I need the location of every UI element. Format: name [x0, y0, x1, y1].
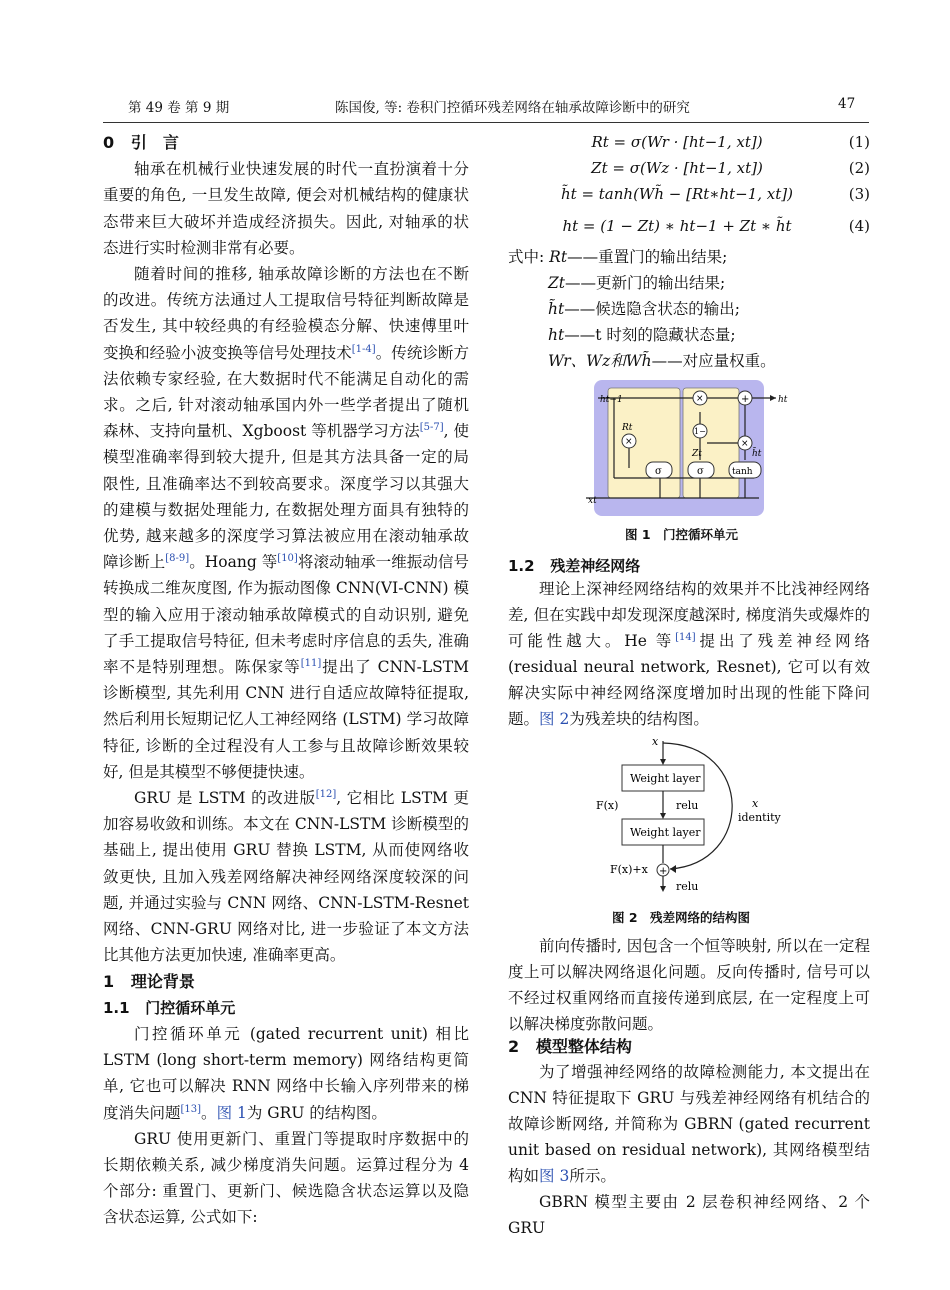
figure-2-caption: 图 2 残差网络的结构图 — [612, 910, 751, 925]
citation[interactable]: [10] — [277, 553, 298, 565]
symbol-definitions — [508, 244, 870, 374]
gru-paragraph-2: GRU 使用更新门、重置门等提取时序数据中的长期依赖关系, 减少梯度消失问题。运算过程分为 4 个部分: 重置门、更新门、候选隐含状态运算以及隐含状态运算, 公式如下: — [103, 1129, 469, 1227]
citation[interactable]: [14] — [675, 631, 696, 643]
times-symbol: × — [696, 394, 704, 404]
model-paragraph-1: 为了增强神经网络的故障检测能力, 本文提出在 CNN 特征提取下 GRU 与残差神经网络有机结合的故障诊断网络, 并简称为 GBRN (gated recurrent unit based on residual network), 其网络模型结构如图 3所示。 — [508, 1063, 870, 1185]
label-tanh: tanh — [732, 467, 753, 477]
figure-3-link[interactable]: 图 3 — [539, 1167, 570, 1185]
definition-line: 式中: Rt——重置门的输出结果; — [508, 248, 728, 266]
label-sigma-1: σ — [655, 466, 662, 477]
left-column — [103, 130, 469, 1231]
label-update: Zt — [692, 449, 702, 459]
header-rule — [103, 122, 869, 123]
label-fx-plus-x: F(x)+x — [610, 863, 648, 876]
definition-line: Wr、Wz和Wh̃——对应量权重。 — [548, 352, 776, 370]
definition-line: Zt——更新门的输出结果; — [548, 274, 726, 292]
section-1-heading: 1 理论背景 — [103, 971, 195, 991]
definition-line: h̃t——候选隐含状态的输出; — [548, 300, 740, 318]
label-h-out: ht — [778, 395, 788, 405]
equation-block — [508, 130, 870, 240]
section-1-1-heading: 1.1 门控循环单元 — [103, 998, 236, 1017]
section-2-heading: 2 模型整体结构 — [508, 1037, 632, 1056]
plus-symbol: + — [741, 394, 750, 405]
resnet-paragraph-1: 理论上深神经网络结构的效果并不比浅神经网络差, 但在实践中却发现深度越深时, 梯度消失或爆炸的可能性越大。He 等[14]提出了残差神经网络 (residual neural network, Resnet), 它可以有效解决实际中神经网络深度增加时出现的性能下降问题。图 2为残差块的结构图。 — [508, 580, 870, 728]
equation-4: ht = (1 − Zt) ∗ ht−1 + Zt ∗ h̃t (4) — [562, 217, 870, 235]
label-weight-layer-2: Weight layer — [630, 826, 701, 839]
label-x-top: x — [652, 735, 659, 748]
times-symbol: × — [625, 437, 633, 447]
label-reset: Rt — [622, 423, 633, 433]
citation[interactable]: [5-7] — [419, 422, 444, 434]
gru-cell-diagram — [584, 378, 790, 518]
times-symbol: × — [741, 439, 749, 449]
definition-line: ht——t 时刻的隐藏状态量; — [548, 326, 736, 344]
gru-paragraph-1: 门控循环单元 (gated recurrent unit) 相比 LSTM (long short-term memory) 网络结构更简单, 它也可以解决 RNN 网络中长输入序列带来的梯度消失问题[13]。图 1为 GRU 的结构图。 — [103, 1024, 469, 1122]
label-h-tilde: h̃t — [752, 449, 762, 459]
label-sigma-2: σ — [697, 466, 704, 477]
label-relu-1: relu — [676, 799, 699, 812]
label-fx: F(x) — [596, 799, 619, 812]
citation[interactable]: [12] — [315, 788, 337, 800]
header-journal: 第 49 卷 第 9 期 — [128, 100, 230, 116]
intro-paragraph-1: 轴承在机械行业快速发展的时代一直扮演着十分重要的角色, 一旦发生故障, 便会对机械结构的健康状态带来巨大破坏并造成经济损失。因此, 对轴承的状态进行实时检测非常有必要。 — [103, 160, 469, 257]
intro-paragraph-3: GRU 是 LSTM 的改进版[12], 它相比 LSTM 更加容易收敛和训练。本文在 CNN-LSTM 诊断模型的基础上, 提出使用 GRU 替换 LSTM, 从而使网络收敛更快, 且加入残差网络解决神经网络深度较深的问题, 并通过实验与 CNN 网络、CNN-LSTM-Resnet 网络、CNN-GRU 网络对比, 进一步验证了本文方法比其他方法更加快速, 准确率更高。 — [103, 788, 469, 965]
resnet-paragraph-2: 前向传播时, 因包含一个恒等映射, 所以在一定程度上可以解决网络退化问题。反向传播时, 信号可以不经过权重网络而直接传递到底层, 在一定程度上可以解决梯度弥散问题。 — [508, 937, 870, 1033]
label-weight-layer-1: Weight layer — [630, 772, 701, 785]
plus-symbol: + — [659, 866, 668, 877]
citation[interactable]: [8-9] — [165, 553, 190, 565]
section-0-heading: 0 引 言 — [103, 133, 179, 152]
label-identity: identity — [738, 811, 781, 824]
label-one-minus: 1− — [694, 427, 706, 436]
equation-2: Zt = σ(Wz · [ht−1, xt]) (2) — [591, 159, 870, 177]
figure-1-caption: 图 1 门控循环单元 — [625, 527, 739, 542]
citation[interactable]: [11] — [300, 657, 322, 669]
figure-2-link[interactable]: 图 2 — [539, 710, 570, 728]
label-h-prev: ht−1 — [600, 395, 623, 405]
label-relu-2: relu — [676, 880, 699, 893]
intro-paragraph-2: 随着时间的推移, 轴承故障诊断的方法也在不断的改进。传统方法通过人工提取信号特征判断故障是否发生, 其中较经典的有经验模态分解、快速傅里叶变换和经验小波变换等信号处理技术[1-4]。传统诊断方法依赖专家经验, 在大数据时代不能满足自动化的需求。之后, 针对滚动轴承国内外一些学者提出了随机森林、支持向量机、Xgboost 等机器学习方法[5-7], 使模型准确率得到较大提升, 但是其方法具备一定的局限性, 且准确率达不到较高要求。深度学习以其强大的建模与数据处理能力, 在数据处理方面具有独特的优势, 越来越多的深度学习算法被应用在滚动轴承故障诊断上[8-9]。Hoang 等[10]将滚动轴承一维振动信号转换成二维灰度图, 作为振动图像 CNN(VI-CNN) 模型的输入应用于滚动轴承故障模式的自动识别, 避免了手工提取信号特征, 但未考虑时序信息的丢失, 准确率不是特别理想。陈保家等[11]提出了 CNN-LSTM 诊断模型, 其先利用 CNN 进行自适应故障特征提取, 然后利用长短期记忆人工神经网络 (LSTM) 学习故障特征, 诊断的全过程没有人工参与且故障诊断效果较好, 但是其模型不够便捷快速。 — [103, 265, 469, 781]
label-x-side: x — [752, 797, 759, 810]
header-page-number: 47 — [838, 96, 856, 112]
figure-1-link[interactable]: 图 1 — [216, 1103, 247, 1122]
section-1-2-heading: 1.2 残差神经网络 — [508, 557, 641, 575]
citation[interactable]: [13] — [180, 1103, 202, 1115]
header-title: 陈国俊, 等: 卷积门控循环残差网络在轴承故障诊断中的研究 — [335, 100, 690, 116]
label-x: xt — [588, 496, 597, 506]
citation[interactable]: [1-4] — [351, 343, 376, 355]
residual-block-diagram — [596, 735, 794, 900]
equation-3: h̃t = tanh(Wh̃ − [Rt∗ht−1, xt]) (3) — [560, 185, 870, 203]
equation-1: Rt = σ(Wr · [ht−1, xt]) (1) — [591, 133, 870, 151]
model-paragraph-2: GBRN 模型主要由 2 层卷积神经网络、2 个 GRU — [508, 1193, 870, 1237]
